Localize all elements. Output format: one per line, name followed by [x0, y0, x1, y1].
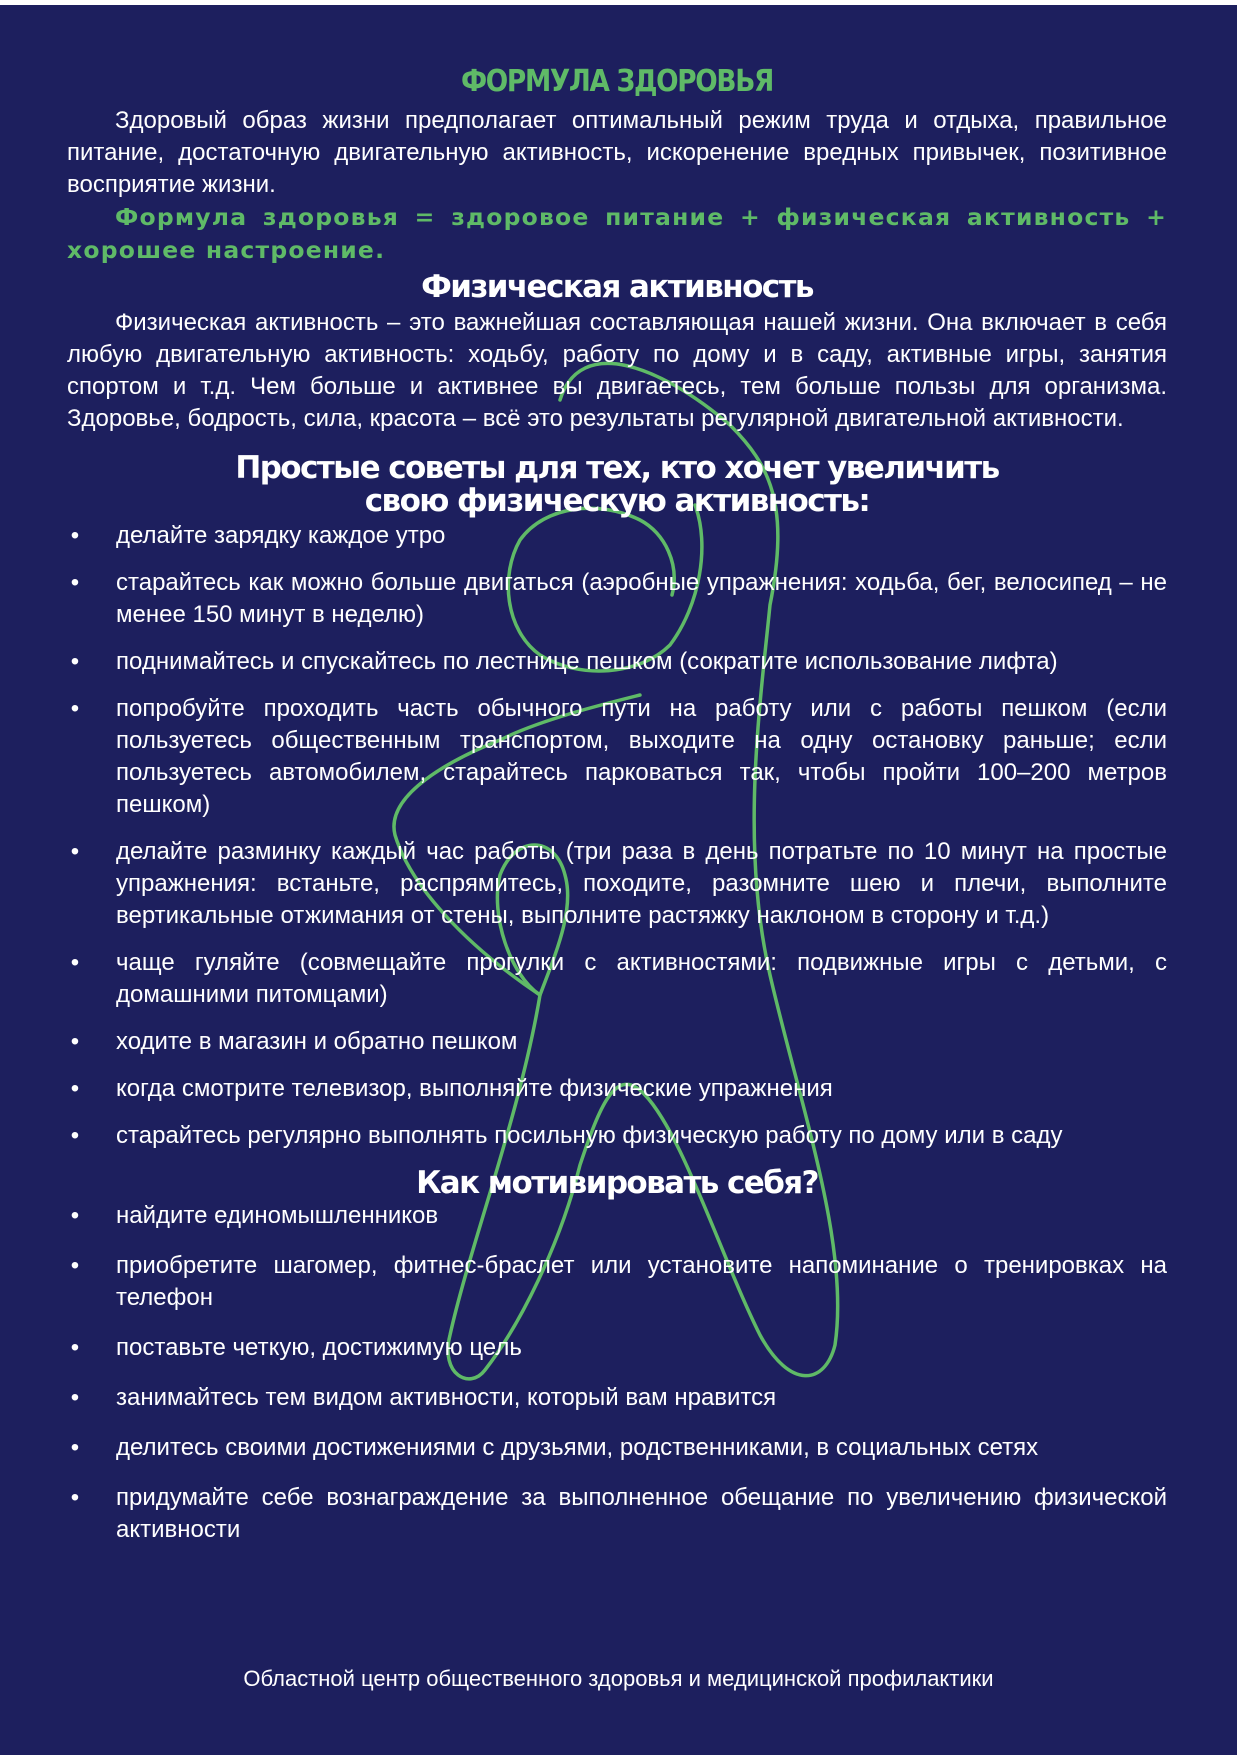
motivation-item — [67, 1250, 1167, 1314]
tip-text: попробуйте проходить часть обычного пути на работу или с работы пешком (если пользуетесь общественным транспортом, выходите на одну остановку раньше; если пользуетесь автомобилем, старайтесь парковаться так, чтобы пройти 100–200 метров пешком) — [116, 695, 1167, 818]
bullet-icon: • — [70, 569, 80, 596]
physical-activity-paragraph: Физическая активность – это важнейшая составляющая нашей жизни. Она включает в себя любую двигательную активность: ходьбу, работу по дому и в саду, активные игры, занятия спортом и т.д. Чем больше и активнее вы двигаетесь, тем больше пользы для организма. Здоровье, бодрость, сила, красота – всё это результаты регулярной двигательной активности. — [67, 309, 1167, 432]
tip-text: старайтесь как можно больше двигаться (аэробные упражнения: ходьба, бег, велосипед – не менее 150 минут в неделю) — [116, 569, 1167, 628]
motivation-item — [67, 1200, 1167, 1232]
leaflet-content — [67, 63, 1167, 1564]
bullet-icon: • — [70, 648, 80, 675]
tip-item — [67, 567, 1167, 631]
bullet-icon: • — [70, 1334, 80, 1361]
motivation-text: поставьте четкую, достижимую цель — [116, 1334, 522, 1361]
tips-list — [67, 520, 1167, 1152]
bullet-icon: • — [70, 1075, 80, 1102]
tip-text: когда смотрите телевизор, выполняйте физические упражнения — [116, 1075, 833, 1102]
motivation-text: найдите единомышленников — [116, 1202, 439, 1229]
tips-heading-line-2: свою физическую активность: — [364, 483, 870, 519]
tip-text: чаще гуляйте (совмещайте прогулки с активностями: подвижные игры с детьми, с домашними питомцами) — [116, 949, 1167, 1008]
physical-activity-heading: Физическая активность — [421, 269, 813, 305]
bullet-icon: • — [70, 838, 80, 865]
bullet-icon: • — [70, 1434, 80, 1461]
motivation-heading: Как мотивировать себя? — [416, 1165, 818, 1201]
motivation-list — [67, 1200, 1167, 1546]
health-formula: Формула здоровья = здоровое питание + физическая активность + хорошее настроение. — [67, 203, 1167, 264]
motivation-item — [67, 1332, 1167, 1364]
motivation-item — [67, 1382, 1167, 1414]
tip-item — [67, 520, 1167, 552]
motivation-text: занимайтесь тем видом активности, который вам нравится — [116, 1384, 777, 1411]
tip-text: делайте разминку каждый час работы (три раза в день потратьте по 10 минут на простые упражнения: встаньте, распрямитесь, походите, разомните шею и плечи, выполните вертикальные отжимания от стены, выполните растяжку наклоном в сторону и т.д.) — [116, 838, 1167, 929]
motivation-text: делитесь своими достижениями с друзьями, родственниками, в социальных сетях — [116, 1434, 1039, 1461]
motivation-text: придумайте себе вознаграждение за выполненное обещание по увеличению физической активности — [116, 1484, 1167, 1543]
tips-heading — [67, 452, 1167, 518]
bullet-icon: • — [70, 1028, 80, 1055]
tip-item — [67, 646, 1167, 678]
tip-item — [67, 693, 1167, 821]
tip-item — [67, 1026, 1167, 1058]
tip-text: делайте зарядку каждое утро — [116, 522, 446, 549]
tip-text: старайтесь регулярно выполнять посильную физическую работу по дому или в саду — [116, 1122, 1063, 1149]
leaflet-page — [0, 5, 1237, 1755]
tips-heading-line-1: Простые советы для тех, кто хочет увеличить — [235, 450, 999, 486]
motivation-item — [67, 1432, 1167, 1464]
tip-item — [67, 836, 1167, 932]
motivation-text: приобретите шагомер, фитнес-браслет или установите напоминание о тренировках на телефон — [116, 1252, 1167, 1311]
bullet-icon: • — [70, 949, 80, 976]
intro-paragraph: Здоровый образ жизни предполагает оптимальный режим труда и отдыха, правильное питание, достаточную двигательную активность, искоренение вредных привычек, позитивное восприятие жизни. — [67, 107, 1167, 198]
bullet-icon: • — [70, 522, 80, 549]
bullet-icon: • — [70, 1384, 80, 1411]
tip-text: поднимайтесь и спускайтесь по лестнице пешком (сократите использование лифта) — [116, 648, 1058, 675]
bullet-icon: • — [70, 1122, 80, 1149]
bullet-icon: • — [70, 1484, 80, 1511]
tip-item — [67, 947, 1167, 1011]
page-title: ФОРМУЛА ЗДОРОВЬЯ — [460, 64, 774, 99]
bullet-icon: • — [70, 1202, 80, 1229]
tip-item — [67, 1073, 1167, 1105]
tip-item — [67, 1120, 1167, 1152]
motivation-item — [67, 1482, 1167, 1546]
footer-organization: Областной центр общественного здоровья и медицинской профилактики — [243, 1666, 994, 1691]
tip-text: ходите в магазин и обратно пешком — [116, 1028, 518, 1055]
bullet-icon: • — [70, 1252, 80, 1279]
bullet-icon: • — [70, 695, 80, 722]
